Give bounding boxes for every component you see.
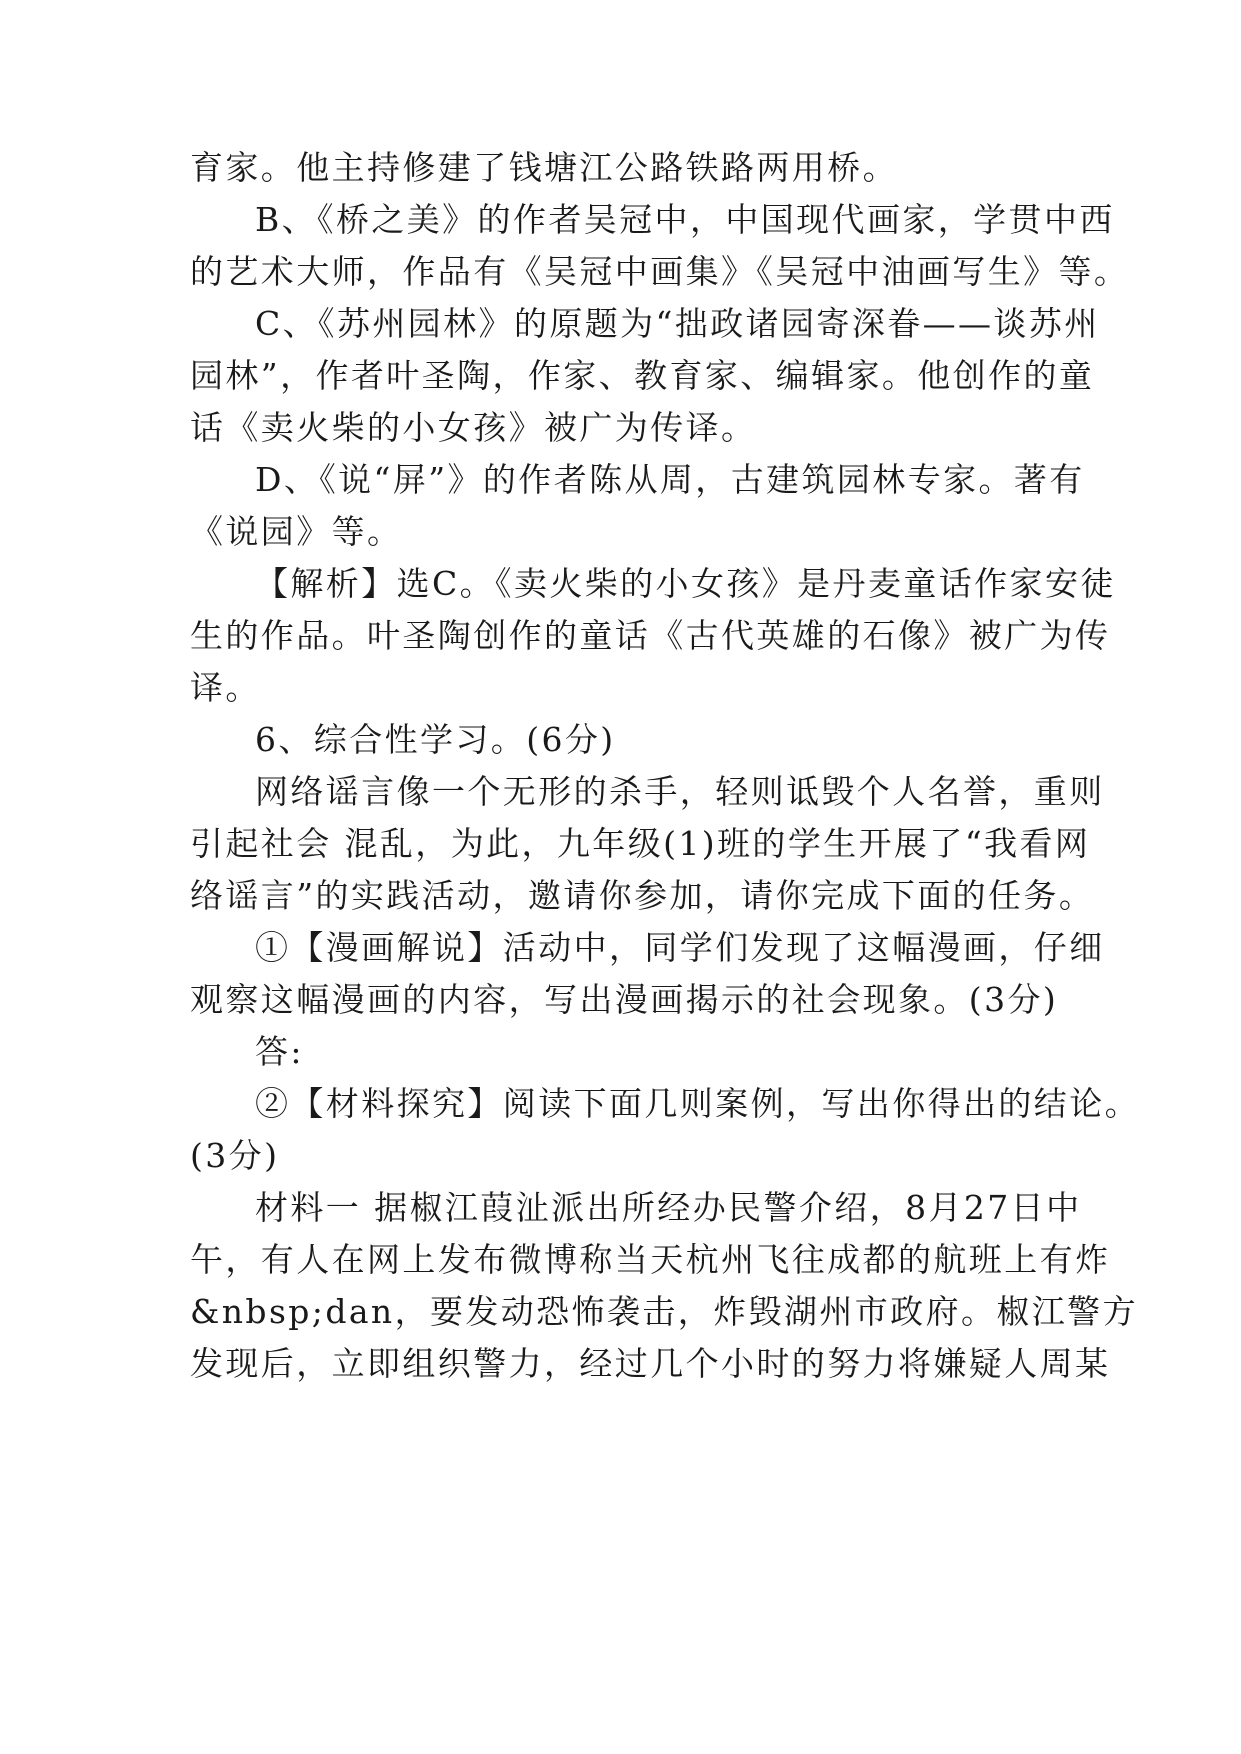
text-line-analysis: 【解析】选C。《卖火柴的小女孩》是丹麦童话作家安徒 bbox=[255, 564, 1116, 603]
text-line: 观察这幅漫画的内容，写出漫画揭示的社会现象。(3分) bbox=[190, 980, 1059, 1019]
text-line: 午，有人在网上发布微博称当天杭州飞往成都的航班上有炸 bbox=[190, 1240, 1111, 1279]
task-1-prompt: ①【漫画解说】活动中，同学们发现了这幅漫画，仔细 bbox=[255, 928, 1105, 967]
text-line-option-b: B、《桥之美》的作者吴冠中，中国现代画家，学贯中西 bbox=[255, 200, 1115, 239]
answer-label: 答: bbox=[255, 1032, 304, 1071]
text-line: 话《卖火柴的小女孩》被广为传译。 bbox=[190, 408, 757, 447]
text-line: 发现后，立即组织警力，经过几个小时的努力将嫌疑人周某 bbox=[190, 1344, 1111, 1383]
text-line-option-d: D、《说“屏”》的作者陈从周，古建筑园林专家。著有 bbox=[255, 460, 1085, 499]
text-line: 络谣言”的实践活动，邀请你参加，请你完成下面的任务。 bbox=[190, 876, 1095, 915]
task-2-prompt: ②【材料探究】阅读下面几则案例，写出你得出的结论。 bbox=[255, 1084, 1140, 1123]
text-line: 译。 bbox=[190, 668, 261, 707]
material-1-start: 材料一 据椒江葭沚派出所经办民警介绍，8月27日中 bbox=[255, 1188, 1082, 1227]
text-line: 育家。他主持修建了钱塘江公路铁路两用桥。 bbox=[190, 148, 898, 187]
text-line: &nbsp;dan，要发动恐怖袭击，炸毁湖州市政府。椒江警方 bbox=[190, 1292, 1138, 1331]
text-line-option-c: C、《苏州园林》的原题为“拙政诸园寄深眷——谈苏州 bbox=[255, 304, 1100, 343]
text-line: 《说园》等。 bbox=[190, 512, 403, 551]
text-line-intro: 网络谣言像一个无形的杀手，轻则诋毁个人名誉，重则 bbox=[255, 772, 1105, 811]
text-line: 的艺术大师，作品有《吴冠中画集》《吴冠中油画写生》等。 bbox=[190, 252, 1130, 291]
text-line: (3分) bbox=[190, 1136, 280, 1175]
text-line: 引起社会 混乱，为此，九年级(1)班的学生开展了“我看网 bbox=[190, 824, 1091, 863]
text-line: 园林”，作者叶圣陶，作家、教育家、编辑家。他创作的童 bbox=[190, 356, 1095, 395]
question-6-heading: 6、综合性学习。(6分) bbox=[255, 720, 616, 759]
text-line: 生的作品。叶圣陶创作的童话《古代英雄的石像》被广为传 bbox=[190, 616, 1111, 655]
